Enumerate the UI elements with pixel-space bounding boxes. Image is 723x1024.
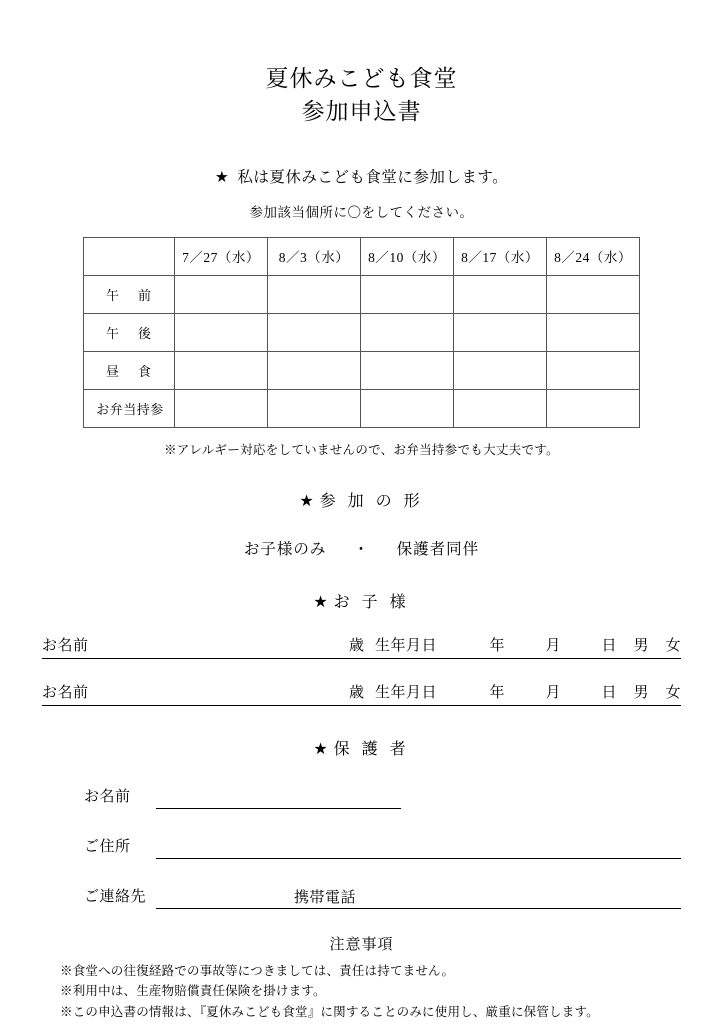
guardian-section-heading-text: 保 護 者 bbox=[333, 740, 410, 758]
guardian-address-field bbox=[42, 835, 681, 859]
cell-morning-5[interactable] bbox=[547, 275, 640, 313]
guardian-name-field bbox=[42, 785, 681, 809]
row-header-lunch: 昼 食 bbox=[84, 351, 175, 389]
cell-afternoon-4[interactable] bbox=[454, 313, 547, 351]
child-2-year-label: 年 bbox=[489, 684, 505, 701]
cell-lunch-3[interactable] bbox=[361, 351, 454, 389]
star-icon: ★ bbox=[313, 593, 328, 611]
child-1-year-label: 年 bbox=[489, 637, 505, 654]
child-1-month-label: 月 bbox=[545, 637, 561, 654]
column-header-2: 8／3（水） bbox=[268, 237, 361, 275]
guardian-contact-input[interactable] bbox=[156, 888, 681, 909]
guardian-section-heading bbox=[42, 736, 681, 759]
table-row bbox=[84, 389, 640, 427]
child-1-age-label: 歳 bbox=[349, 637, 365, 654]
cell-morning-3[interactable] bbox=[361, 275, 454, 313]
row-header-morning: 午 前 bbox=[84, 275, 175, 313]
table-row bbox=[84, 313, 640, 351]
cell-bento-4[interactable] bbox=[454, 389, 547, 427]
participation-options bbox=[42, 537, 681, 559]
child-2-name-label: お名前 bbox=[42, 684, 89, 701]
child-section-heading-text: お 子 様 bbox=[333, 593, 410, 611]
column-header-4: 8／17（水） bbox=[454, 237, 547, 275]
allergy-note: ※アレルギー対応をしていませんので、お弁当持参でも大丈夫です。 bbox=[164, 442, 559, 457]
child-1-dob-label: 生年月日 bbox=[375, 637, 438, 654]
child-2-month-label: 月 bbox=[545, 684, 561, 701]
child-entry-row-2 bbox=[42, 681, 681, 706]
document-title bbox=[42, 0, 681, 129]
guardian-address-label: ご住所 bbox=[84, 838, 131, 855]
cell-bento-2[interactable] bbox=[268, 389, 361, 427]
star-icon: ★ bbox=[313, 740, 328, 758]
child-2-day-label: 日 bbox=[601, 684, 617, 701]
cell-morning-4[interactable] bbox=[454, 275, 547, 313]
column-header-3: 8／10（水） bbox=[361, 237, 454, 275]
lead-statement bbox=[42, 165, 681, 187]
option-with-guardian[interactable]: 保護者同伴 bbox=[396, 540, 480, 558]
guardian-name-input[interactable] bbox=[156, 788, 401, 809]
column-header-1: 7／27（水） bbox=[175, 237, 268, 275]
cell-afternoon-2[interactable] bbox=[268, 313, 361, 351]
child-1-name-label: お名前 bbox=[42, 637, 89, 654]
notices-heading: 注意事項 bbox=[329, 936, 394, 953]
row-header-afternoon: 午 後 bbox=[84, 313, 175, 351]
child-2-female-option[interactable]: 女 bbox=[665, 684, 681, 701]
cell-afternoon-3[interactable] bbox=[361, 313, 454, 351]
title-line-1: 夏休みこども食堂 bbox=[265, 66, 458, 91]
notices-list bbox=[42, 961, 681, 1023]
schedule-table-wrap bbox=[42, 237, 681, 428]
cell-morning-1[interactable] bbox=[175, 275, 268, 313]
row-header-bento: お弁当持参 bbox=[84, 389, 175, 427]
cell-lunch-2[interactable] bbox=[268, 351, 361, 389]
cell-bento-5[interactable] bbox=[547, 389, 640, 427]
guardian-contact-label: ご連絡先 bbox=[84, 888, 147, 905]
child-1-male-option[interactable]: 男 bbox=[633, 637, 649, 654]
table-row bbox=[84, 275, 640, 313]
child-section-heading bbox=[42, 589, 681, 612]
child-2-age-label: 歳 bbox=[349, 684, 365, 701]
schedule-table bbox=[83, 237, 640, 428]
child-1-day-label: 日 bbox=[601, 637, 617, 654]
star-icon: ★ bbox=[214, 168, 230, 186]
cell-lunch-1[interactable] bbox=[175, 351, 268, 389]
guardian-contact-field bbox=[42, 885, 681, 909]
cell-afternoon-5[interactable] bbox=[547, 313, 640, 351]
participation-heading bbox=[42, 488, 681, 511]
option-separator: ・ bbox=[353, 540, 370, 558]
cell-morning-2[interactable] bbox=[268, 275, 361, 313]
cell-lunch-5[interactable] bbox=[547, 351, 640, 389]
notice-item-2: ※利用中は、生産物賠償責任保険を掛けます。 bbox=[60, 984, 326, 999]
notice-item-3: ※この申込書の情報は、『夏休みこども食堂』に関することのみに使用し、厳重に保管します。 bbox=[60, 1004, 599, 1019]
lead-text: 私は夏休みこども食堂に参加します。 bbox=[237, 168, 509, 186]
instruction-text: 参加該当個所に〇をしてください。 bbox=[249, 204, 474, 220]
option-child-only[interactable]: お子様のみ bbox=[243, 540, 327, 558]
title-line-2: 参加申込書 bbox=[301, 99, 422, 125]
child-1-female-option[interactable]: 女 bbox=[665, 637, 681, 654]
notice-item-1: ※食堂への往復経路での事故等につきましては、責任は持てません。 bbox=[60, 963, 455, 978]
guardian-name-label: お名前 bbox=[84, 788, 131, 805]
table-corner-cell bbox=[84, 237, 175, 275]
table-header-row bbox=[84, 237, 640, 275]
child-2-male-option[interactable]: 男 bbox=[633, 684, 649, 701]
child-entry-row-1 bbox=[42, 634, 681, 659]
column-header-5: 8／24（水） bbox=[547, 237, 640, 275]
cell-bento-1[interactable] bbox=[175, 389, 268, 427]
cell-lunch-4[interactable] bbox=[454, 351, 547, 389]
table-row bbox=[84, 351, 640, 389]
guardian-mobile-label: 携帯電話 bbox=[294, 889, 357, 906]
guardian-address-input[interactable] bbox=[156, 838, 681, 859]
cell-afternoon-1[interactable] bbox=[175, 313, 268, 351]
cell-bento-3[interactable] bbox=[361, 389, 454, 427]
child-2-dob-label: 生年月日 bbox=[375, 684, 438, 701]
star-icon: ★ bbox=[299, 492, 314, 510]
participation-heading-text: 参 加 の 形 bbox=[319, 492, 424, 510]
